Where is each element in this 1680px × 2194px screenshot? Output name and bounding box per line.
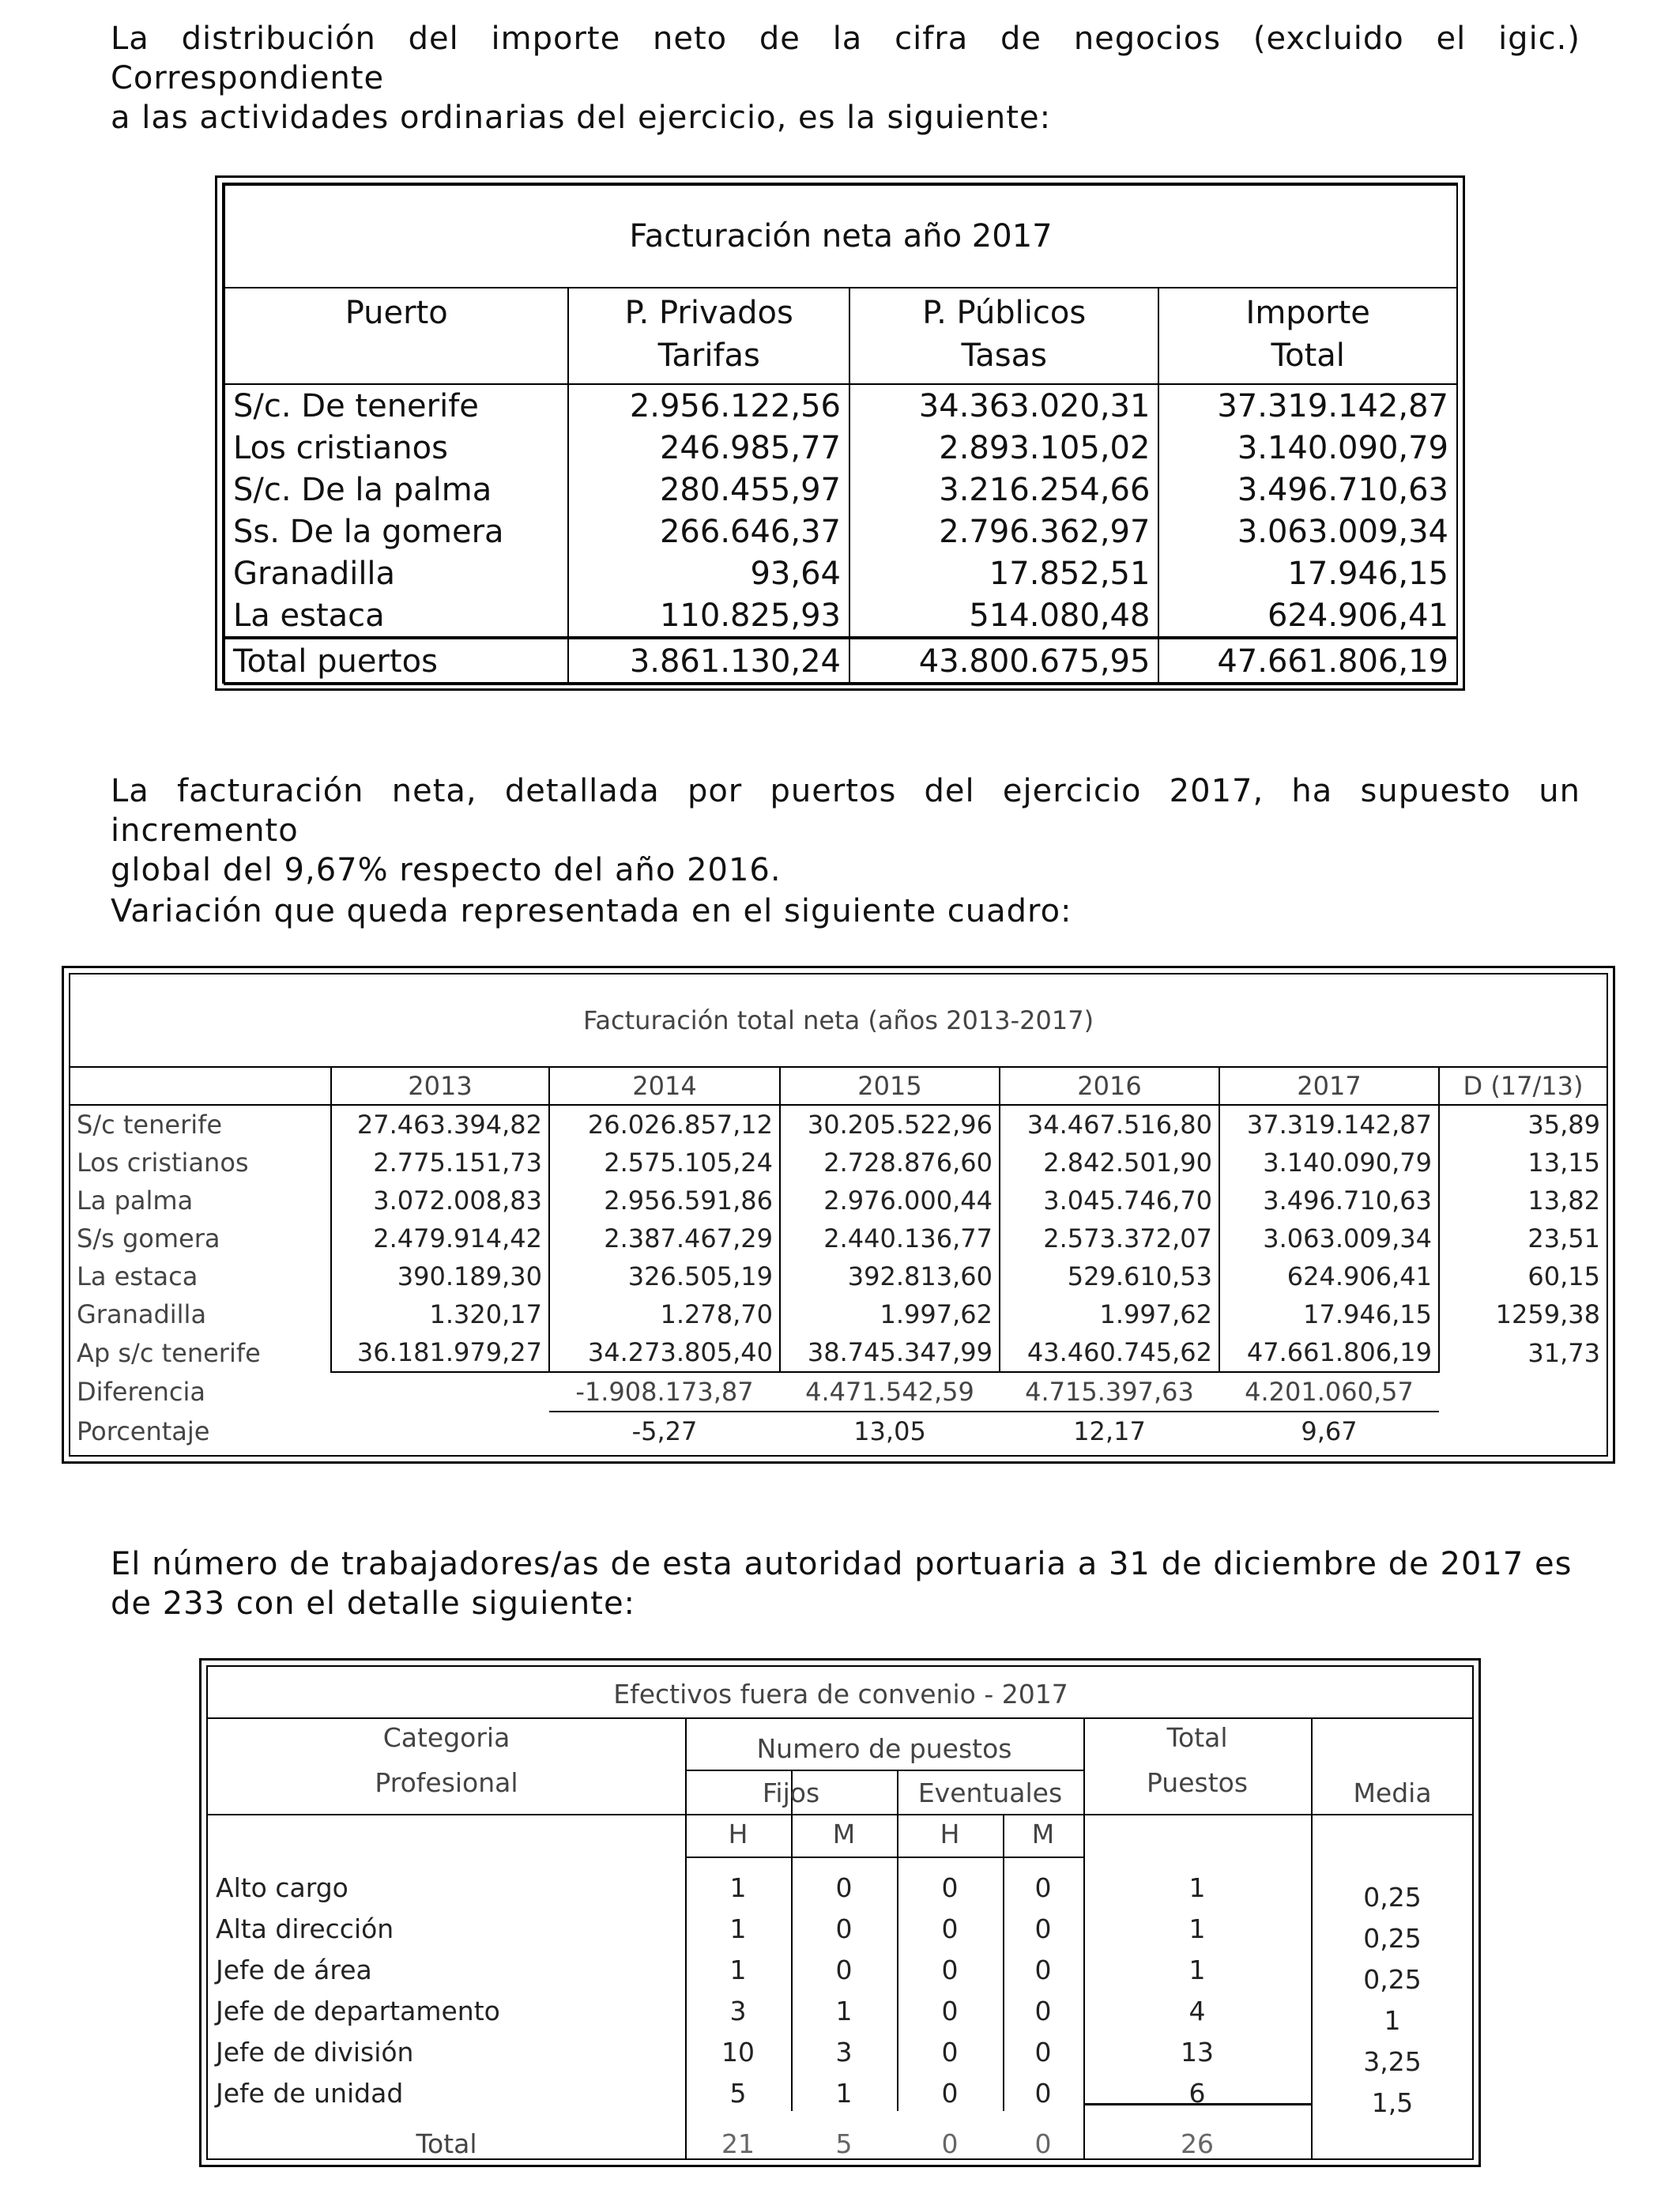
para3-line: Variación que queda representada en el siguiente cuadro:	[111, 893, 1072, 929]
table3-cell: 0	[941, 1872, 959, 1903]
table-row: S/c. De la palma 280.455,97 3.216.254,66 3.496.710,63	[224, 469, 1457, 511]
table3-cell: 1,5	[1371, 2087, 1414, 2118]
table-row: Los cristianos 246.985,77 2.893.105,02 3.140.090,79	[224, 427, 1457, 469]
year-2015: 2015	[780, 1067, 1000, 1105]
table3-row-label: Jefe de división	[216, 2037, 414, 2068]
table3-cell: 1	[729, 1913, 747, 1944]
table3-cell: 5	[729, 2078, 747, 2109]
table-row: La estaca 110.825,93 514.080,48 624.906,41	[224, 594, 1457, 638]
intro-paragraph	[111, 19, 1580, 138]
diferencia-row: Diferencia -1.908.173,87 4.471.542,59 4.715.397,63 4.201.060,57	[70, 1372, 1607, 1412]
table3-total-label: Total	[416, 2128, 477, 2159]
efectivos-table	[199, 1658, 1481, 2167]
table3-cell: 0,25	[1363, 1882, 1422, 1913]
total-fijos-m: 5	[835, 2128, 853, 2159]
table3-row-label: Jefe de área	[216, 1955, 372, 1985]
table-row: La palma 3.072.008,83 2.956.591,86 2.976.000,44 3.045.746,70 3.496.710,63 13,82	[70, 1182, 1607, 1220]
table3-cell: 1	[1384, 2005, 1401, 2036]
table1-header-privados: P. Privados Tarifas	[568, 288, 849, 384]
trabajadores-paragraph	[111, 1544, 1580, 1623]
fijos-h-header: H	[728, 1819, 748, 1849]
table3-row-label: Jefe de unidad	[216, 2078, 404, 2109]
delta-header: D (17/13)	[1439, 1067, 1607, 1105]
table2-title: Facturación total neta (años 2013-2017)	[70, 974, 1607, 1067]
year-2014: 2014	[549, 1067, 780, 1105]
total-eventuales-m: 0	[1034, 2128, 1052, 2159]
table1-title: Facturación neta año 2017	[224, 185, 1457, 288]
table3-cell: 0	[941, 2078, 959, 2109]
fijos-header: Fijos	[762, 1777, 820, 1808]
table3-cell: 1	[729, 1872, 747, 1903]
table3-cell: 1	[1188, 1913, 1206, 1944]
year-2013: 2013	[331, 1067, 549, 1105]
table3-cell: 3,25	[1363, 2046, 1422, 2077]
table3-cell: 0	[835, 1955, 853, 1985]
media-header: Media	[1353, 1777, 1432, 1808]
table3-cell: 0	[1034, 1872, 1052, 1903]
table3-cell: 3	[729, 1996, 747, 2026]
table3-cell: 0	[941, 2037, 959, 2068]
porcentaje-row: Porcentaje -5,27 13,05 12,17 9,67	[77, 1416, 1358, 1446]
total-fijos-h: 21	[721, 2128, 755, 2159]
table3-cell: 1	[1188, 1872, 1206, 1903]
incremento-paragraph	[111, 771, 1580, 890]
eventuales-header: Eventuales	[917, 1777, 1063, 1808]
table3-cell: 1	[729, 1955, 747, 1985]
table3-cell: 0	[1034, 2037, 1052, 2068]
intro-line-1: La distribución del importe neto de la cifra de negocios (excluido el igic.) Correspondiente	[111, 21, 1580, 96]
total-puestos: 26	[1181, 2128, 1214, 2159]
table-row: S/c tenerife 27.463.394,82 26.026.857,12 30.205.522,96 34.467.516,80 37.319.142,87 35,89	[70, 1105, 1607, 1144]
eventuales-h-header: H	[940, 1819, 960, 1849]
table3-cell: 0	[835, 1913, 853, 1944]
year-2017: 2017	[1219, 1067, 1439, 1105]
table3-cell: 0	[1034, 1996, 1052, 2026]
table-row: S/s gomera 2.479.914,42 2.387.467,29 2.440.136,77 2.573.372,07 3.063.009,34 23,51	[70, 1220, 1607, 1257]
table1-header-publicos: P. Públicos Tasas	[849, 288, 1158, 384]
table3-cell: 0	[1034, 1913, 1052, 1944]
table3-cell: 0	[835, 1872, 853, 1903]
table1-header-puerto: Puerto	[224, 288, 568, 384]
facturacion-2017-table	[215, 175, 1465, 691]
para2-line-1: La facturación neta, detallada por puertos del ejercicio 2017, ha supuesto un incremento	[111, 773, 1580, 849]
para2-line-2: global del 9,67% respecto del año 2016.	[111, 852, 782, 888]
table3-row-label: Alto cargo	[216, 1872, 348, 1903]
table1-header-importe: Importe Total	[1158, 288, 1457, 384]
table3-cell: 4	[1188, 1996, 1206, 2026]
eventuales-m-header: M	[1031, 1819, 1055, 1849]
table3-cell: 1	[1188, 1955, 1206, 1985]
table3-row-label: Jefe de departamento	[216, 1996, 500, 2026]
table3-cell: 3	[835, 2037, 853, 2068]
table-row: Granadilla 93,64 17.852,51 17.946,15	[224, 552, 1457, 594]
table3-cell: 6	[1188, 2078, 1206, 2109]
table2-corner	[70, 1067, 331, 1105]
table-row: Ss. De la gomera 266.646,37 2.796.362,97 3.063.009,34	[224, 511, 1457, 552]
table3-cell: 1	[835, 2078, 853, 2109]
table3-title: Efectivos fuera de convenio - 2017	[208, 1667, 1474, 1719]
table3-cell: 0	[941, 1996, 959, 2026]
table3-cell: 0,25	[1363, 1923, 1422, 1954]
total-eventuales-h: 0	[941, 2128, 959, 2159]
table-row: Los cristianos 2.775.151,73 2.575.105,24 2.728.876,60 2.842.501,90 3.140.090,79 13,15	[70, 1144, 1607, 1182]
year-2016: 2016	[1000, 1067, 1219, 1105]
table3-row-label: Alta dirección	[216, 1913, 394, 1944]
table3-cell: 0	[1034, 1955, 1052, 1985]
table-row: Granadilla 1.320,17 1.278,70 1.997,62 1.997,62 17.946,15 1259,38	[70, 1295, 1607, 1333]
numero-puestos-header: Numero de puestos	[756, 1733, 1012, 1764]
table3-cell: 10	[721, 2037, 755, 2068]
table3-cell: 0,25	[1363, 1964, 1422, 1995]
table3-cell: 0	[941, 1913, 959, 1944]
table3-cell: 13	[1181, 2037, 1214, 2068]
table3-cell: 0	[941, 1955, 959, 1985]
table-row: S/c. De tenerife 2.956.122,56 34.363.020,31 37.319.142,87	[224, 384, 1457, 427]
fijos-m-header: M	[832, 1819, 856, 1849]
categoria-header: Categoria Profesional	[375, 1722, 518, 1798]
table-row: Ap s/c tenerife 36.181.979,27 34.273.805,40 38.745.347,99 43.460.745,62 47.661.806,19 31,73	[70, 1333, 1607, 1372]
facturacion-2013-2017-table	[62, 966, 1615, 1464]
table3-cell: 0	[1034, 2078, 1052, 2109]
table-row: La estaca 390.189,30 326.505,19 392.813,60 529.610,53 624.906,41 60,15	[70, 1257, 1607, 1295]
para4-line-2: de 233 con el detalle siguiente:	[111, 1585, 636, 1622]
para4-line-1: El número de trabajadores/as de esta autoridad portuaria a 31 de diciembre de 2017 es	[111, 1546, 1573, 1582]
total-puestos-header: Total Puestos	[1146, 1722, 1249, 1798]
variacion-paragraph	[111, 892, 1580, 931]
table3-cell: 1	[835, 1996, 853, 2026]
intro-line-2: a las actividades ordinarias del ejercicio, es la siguiente:	[111, 100, 1052, 136]
table1-total-row: Total puertos 3.861.130,24 43.800.675,95 47.661.806,19	[224, 638, 1457, 684]
